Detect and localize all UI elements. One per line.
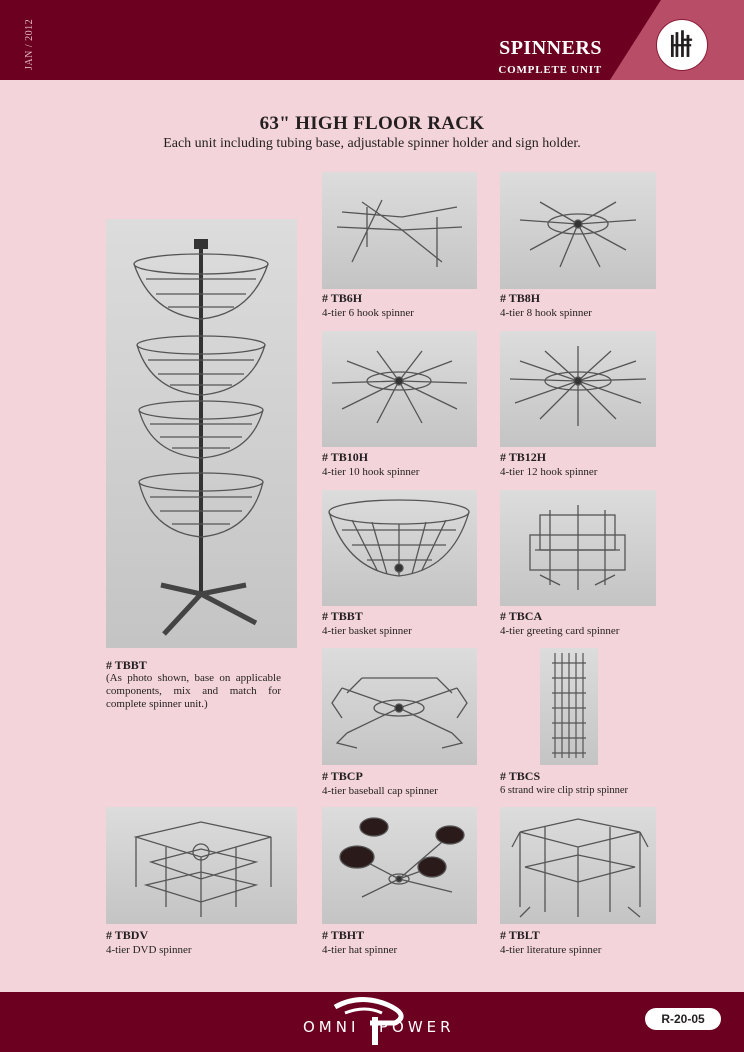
product-note: (As photo shown, base on applicable components, mix and match for complete spinner unit.) [106,672,281,711]
product-photo-tbbt-basket [322,490,477,606]
product-photo-tbdv [106,807,297,924]
section-subtitle: COMPLETE UNIT [498,64,602,76]
product-code: # TB12H [500,450,547,464]
product-photo-tblt [500,807,656,924]
product-photo-tb6h [322,172,477,289]
product-photo-tbca [500,490,656,606]
page-number: R-20-05 [645,1008,721,1030]
product-code: # TBBT [106,658,147,672]
product-description: 4-tier 12 hook spinner [500,466,598,478]
page-title: 63" HIGH FLOOR RACK [259,113,485,134]
product-photo-tb12h [500,331,656,447]
product-photo-tb8h [500,172,656,289]
product-description: 4-tier 8 hook spinner [500,307,592,319]
product-code: # TB8H [500,291,541,305]
product-code: # TBLT [500,928,540,942]
product-description: 6 strand wire clip strip spinner [500,785,629,796]
product-code: # TBHT [322,928,365,942]
product-code: # TBBT [322,609,363,623]
product-description: 4-tier basket spinner [322,625,412,637]
product-description: 4-tier hat spinner [322,944,398,956]
product-code: # TBCA [500,609,543,623]
product-description: 4-tier 10 hook spinner [322,466,420,478]
section-title: SPINNERS [499,37,602,59]
page-header [0,0,744,80]
product-description: 4-tier 6 hook spinner [322,307,414,319]
product-description: 4-tier greeting card spinner [500,625,620,637]
product-photo-tbbt-unit [106,219,297,648]
product-description: 4-tier literature spinner [500,944,602,956]
product-description: 4-tier baseball cap spinner [322,785,438,797]
product-code: # TBDV [106,928,149,942]
product-photo-tbcp [322,648,477,765]
page-subtitle: Each unit including tubing base, adjustable spinner holder and sign holder. [163,136,581,151]
product-photo-tb10h [322,331,477,447]
product-code: # TB6H [322,291,363,305]
product-photo-tbcs [540,648,598,765]
product-code: # TBCP [322,769,363,783]
brand-name-left: OMNI [303,1018,360,1036]
brand-name-right: POWER [379,1018,455,1036]
date-label: JAN / 2012 [24,18,35,70]
omni-power-logo-icon [657,20,707,70]
product-code: # TB10H [322,450,369,464]
product-code: # TBCS [500,769,541,783]
product-photo-tbht [322,807,477,924]
page-footer [0,992,744,1052]
product-description: 4-tier DVD spinner [106,944,192,956]
